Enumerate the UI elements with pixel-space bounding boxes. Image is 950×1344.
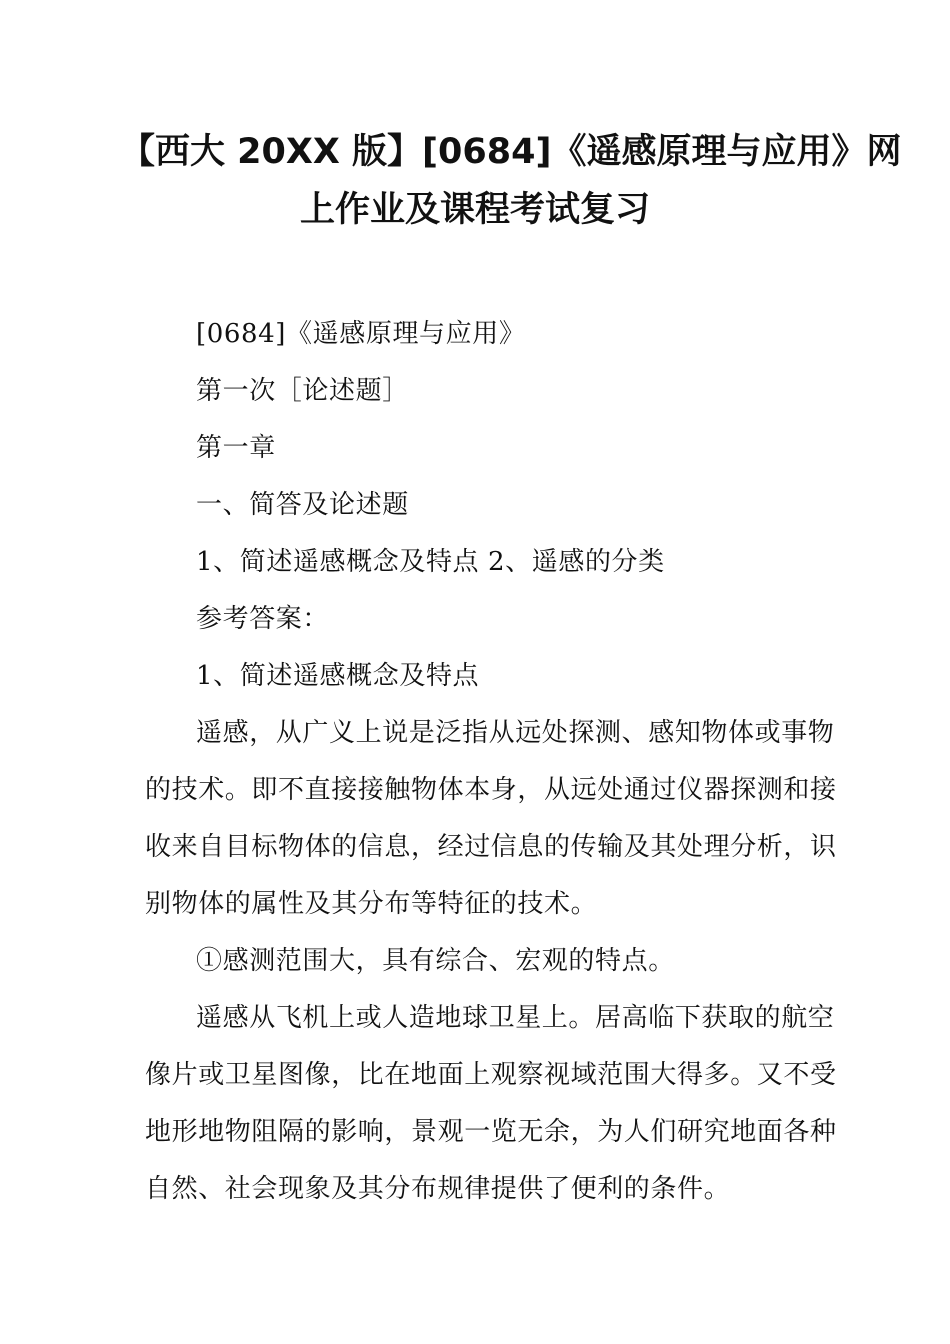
course-heading: [0684]《遥感原理与应用》 (196, 319, 526, 349)
paragraph-line: 地形地物阻隔的影响，景观一览无余，为人们研究地面各种 (145, 1117, 837, 1147)
document-title-line-1: 【西大 20XX 版】[0684]《遥感原理与应用》网 (120, 132, 902, 172)
document-title-line-2: 上作业及课程考试复习 (299, 190, 650, 230)
paragraph-line: 的技术。即不直接接触物体本身，从远处通过仪器探测和接 (145, 775, 837, 805)
paragraph-line: 收来自目标物体的信息，经过信息的传输及其处理分析，识 (145, 832, 837, 862)
paragraph-line: 遥感，从广义上说是泛指从远处探测、感知物体或事物 (196, 718, 835, 748)
paragraph-line: 别物体的属性及其分布等特征的技术。 (145, 889, 598, 919)
answer-subheading: 1、简述遥感概念及特点 (196, 661, 480, 691)
chapter-heading: 第一章 (196, 433, 276, 463)
section-heading: 一、简答及论述题 (196, 490, 409, 520)
question-list: 1、简述遥感概念及特点 2、遥感的分类 (196, 547, 665, 577)
answer-label: 参考答案： (196, 604, 330, 634)
assignment-heading: 第一次［论述题］ (196, 376, 409, 406)
paragraph-line: 遥感从飞机上或人造地球卫星上。居高临下获取的航空 (196, 1003, 835, 1033)
feature-point: ①感测范围大，具有综合、宏观的特点。 (196, 946, 675, 976)
paragraph-line: 像片或卫星图像，比在地面上观察视域范围大得多。又不受 (145, 1060, 837, 1090)
paragraph-line: 自然、社会现象及其分布规律提供了便利的条件。 (145, 1174, 731, 1204)
